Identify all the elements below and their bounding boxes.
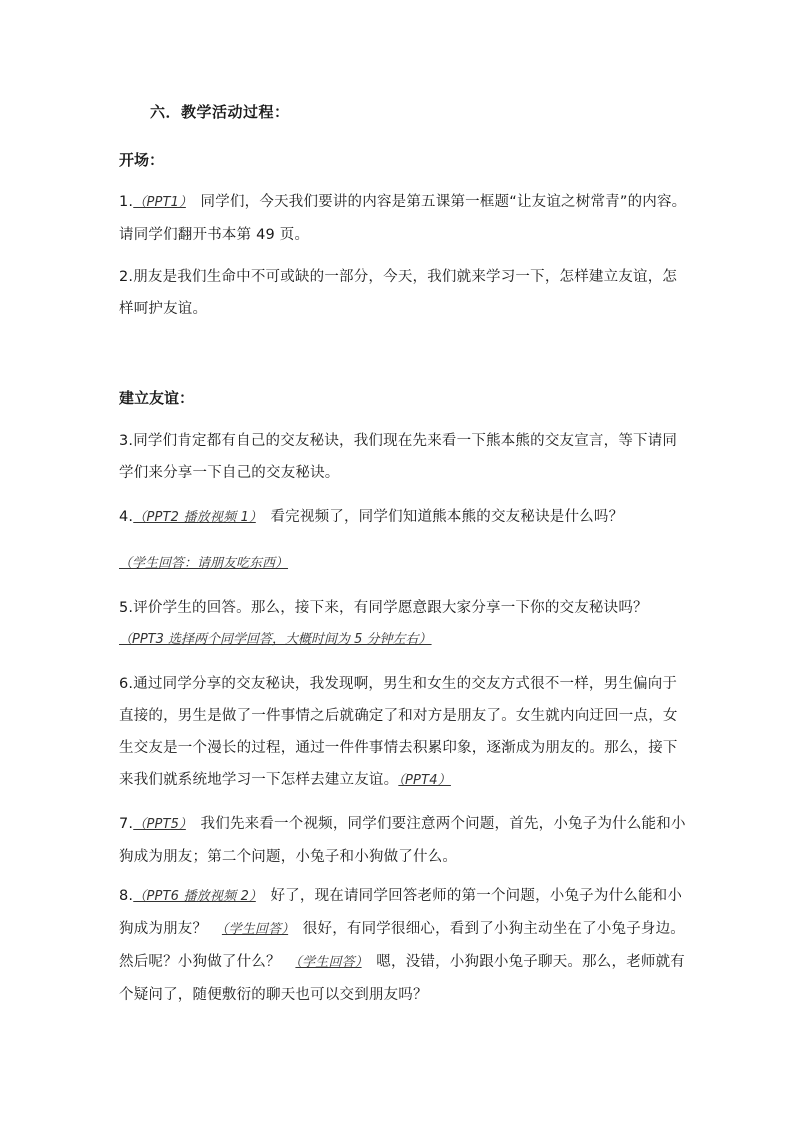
ppt-note: （PPT1） <box>133 195 186 210</box>
subheading-build-friendship: 建立友谊： <box>119 389 195 407</box>
paragraph-text: 好了，现在请同学回答老师的第一个问题，小兔子为什么能和小狗成为朋友？ <box>119 888 683 937</box>
paragraph-text: 我们先来看一个视频，同学们要注意两个问题，首先，小兔子为什么能和小狗成为朋友；第二个问题，小兔子和小狗做了什么。 <box>119 816 686 865</box>
paragraph-number: 1. <box>119 194 134 210</box>
student-answer-note: （学生回答） <box>295 955 362 970</box>
paragraph-7 <box>119 808 689 873</box>
paragraph-3: 3.同学们肯定都有自己的交友秘诀，我们现在先来看一下熊本熊的交友宣言，等下请同学们来分享一下自己的交友秘诀。 <box>119 433 678 481</box>
paragraph-text: 5.评价学生的回答。那么，接下来，有同学愿意跟大家分享一下你的交友秘诀吗？ <box>119 600 648 616</box>
paragraph-number: 8. <box>119 888 134 904</box>
paragraph-1 <box>119 186 689 251</box>
student-answer-note: （学生回答：请朋友吃东西） <box>119 556 289 571</box>
paragraph-8 <box>119 880 689 1011</box>
student-answer-note: （学生回答） <box>221 922 289 937</box>
paragraph-text: 很好，有同学很细心，看到了小狗主动坐在了小兔子身边。然后呢？小狗做了什么？ <box>119 921 686 970</box>
paragraph-text: 同学们，今天我们要讲的内容是第五课第一框题“让友谊之树常青”的内容。请同学们翻开书本第 49 页。 <box>119 194 687 243</box>
paragraph-6 <box>119 668 689 797</box>
paragraph-text: 看完视频了，同学们知道熊本熊的交友秘诀是什么吗？ <box>255 509 624 525</box>
paragraph-text: 嗯，没错，小狗跟小兔子聊天。那么，老师就有个疑问了，随便敷衍的聊天也可以交到朋友吗？ <box>119 954 686 1003</box>
paragraph-4 <box>119 501 689 534</box>
subheading-opening: 开场： <box>119 151 165 169</box>
paragraph-number: 4. <box>119 509 134 525</box>
ppt-note-line: （PPT3 选择两个同学回答，大概时间为 5 分钟左右） <box>119 632 432 647</box>
ppt-note: （PPT5） <box>133 817 186 832</box>
paragraph-2: 2.朋友是我们生命中不可或缺的一部分，今天，我们就来学习一下，怎样建立友谊，怎样呵护友谊。 <box>119 269 678 317</box>
paragraph-5 <box>119 592 689 624</box>
paragraph-number: 7. <box>119 816 134 832</box>
ppt-note: （PPT6 播放视频 2） <box>133 889 256 904</box>
ppt-note: （PPT4） <box>398 773 451 788</box>
paragraph-text: 6.通过同学分享的交友秘诀，我发现啊，男生和女生的交友方式很不一样，男生偏向于直接的，男生是做了一件事情之后就确定了和对方是朋友了。女生就内向迂回一点，女生交友是一个漫长的过程，通过一件件事情去积累印象，逐渐成为朋友的。那么，接下来我们就系统地学习一下怎样去建立友谊。 <box>119 676 678 788</box>
ppt-note: （PPT2 播放视频 1） <box>133 510 256 525</box>
section-heading: 六．教学活动过程： <box>150 103 290 121</box>
